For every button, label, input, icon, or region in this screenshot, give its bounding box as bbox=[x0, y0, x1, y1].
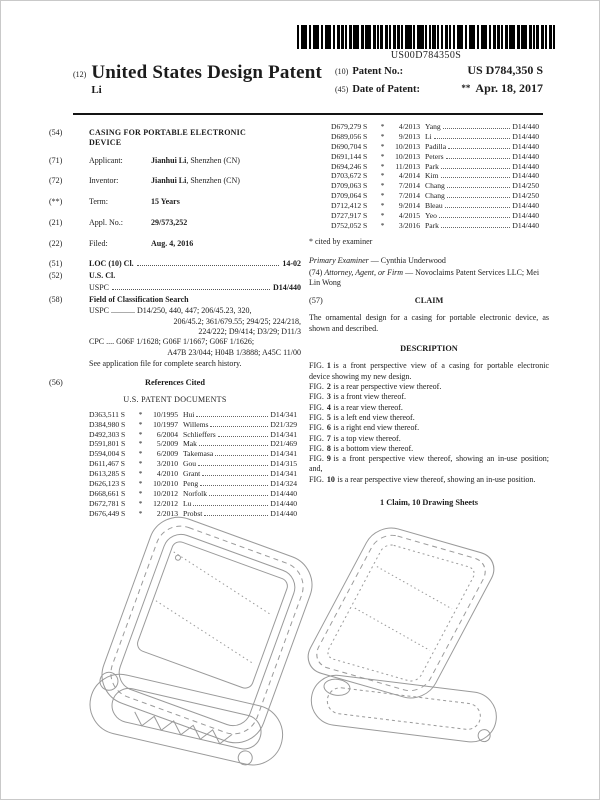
fig-label: FIG. bbox=[309, 381, 324, 391]
date-inid: (45) bbox=[335, 85, 349, 94]
uscl-label: U.S. Cl. bbox=[89, 271, 116, 280]
reference-date: 10/2013 bbox=[395, 141, 420, 151]
uspc-value: D14/440 bbox=[273, 282, 301, 292]
dot-leader bbox=[210, 426, 268, 427]
patent-reference-row bbox=[89, 431, 297, 440]
reference-inventor: Park bbox=[425, 220, 439, 230]
loc-inid: (51) bbox=[49, 259, 63, 269]
fig-text: is a front view thereof. bbox=[333, 392, 407, 402]
patent-reference-row bbox=[331, 192, 539, 201]
patent-reference-row bbox=[89, 421, 297, 430]
patent-reference-row bbox=[331, 182, 539, 191]
figure-descriptions bbox=[309, 361, 549, 485]
reference-number: D668,661 S bbox=[89, 488, 126, 498]
reference-class: D14/341 bbox=[270, 449, 297, 459]
fig-label: FIG. bbox=[309, 454, 324, 464]
fig-text: is a top view thereof. bbox=[333, 433, 401, 443]
fig-label: FIG. bbox=[309, 443, 324, 453]
term-extension-stars: ** bbox=[461, 83, 471, 93]
patent-reference-row bbox=[89, 480, 297, 489]
dot-leader bbox=[199, 445, 269, 446]
bib-field-row bbox=[49, 197, 301, 207]
fig-text: is a bottom view thereof. bbox=[333, 443, 414, 453]
reference-date: 6/2009 bbox=[156, 449, 178, 459]
field-inid: (22) bbox=[49, 238, 63, 248]
cited-by-examiner-note: * cited by examiner bbox=[309, 237, 373, 247]
reference-number: D384,980 S bbox=[89, 419, 126, 429]
examiner-cited-star: * bbox=[138, 419, 143, 429]
fig-text: is a front perspective view thereof, showing an in-use position; and, bbox=[309, 454, 549, 474]
figure-description-line bbox=[309, 392, 549, 402]
header-rule bbox=[73, 113, 543, 115]
fig-number: 5 bbox=[326, 412, 331, 422]
claims-sheets-note: 1 Claim, 10 Drawing Sheets bbox=[380, 498, 478, 508]
patent-reference-row bbox=[89, 450, 297, 459]
reference-class: D14/250 bbox=[512, 191, 539, 201]
dot-leader bbox=[447, 187, 511, 188]
bib-field-row bbox=[49, 239, 301, 249]
loc-label: LOC (10) Cl. bbox=[89, 259, 134, 269]
loc-value: 14-02 bbox=[282, 259, 301, 269]
reference-class: D21/329 bbox=[270, 419, 297, 429]
reference-number: D672,781 S bbox=[89, 498, 126, 508]
document-title: United States Design Patent bbox=[91, 62, 323, 83]
date-of-patent-value: Apr. 18, 2017 bbox=[475, 81, 543, 95]
examiner-cited-star: * bbox=[380, 191, 385, 201]
reference-number: D594,004 S bbox=[89, 449, 126, 459]
field-label: Applicant: bbox=[89, 155, 123, 165]
examiner-cited-star: * bbox=[380, 181, 385, 191]
examiner-cited-star: * bbox=[380, 171, 385, 181]
reference-inventor: Yang bbox=[425, 122, 441, 131]
dot-leader bbox=[218, 436, 269, 437]
reference-date: 5/2009 bbox=[156, 439, 178, 449]
field-of-search-row bbox=[49, 295, 301, 305]
reference-class: D21/469 bbox=[270, 439, 297, 449]
reference-number: D626,123 S bbox=[89, 479, 126, 489]
dot-leader bbox=[447, 197, 511, 198]
patent-reference-row bbox=[89, 460, 297, 469]
examiner-cited-star: * bbox=[380, 201, 385, 211]
dot-leader bbox=[446, 158, 511, 159]
patent-reference-row bbox=[331, 222, 539, 231]
reference-number: D691,144 S bbox=[331, 151, 368, 161]
reference-number: D613,285 S bbox=[89, 469, 126, 479]
reference-inventor: Kim bbox=[425, 171, 439, 181]
fig-text: is a rear view thereof. bbox=[333, 402, 403, 412]
reference-number: D709,064 S bbox=[331, 191, 368, 201]
reference-class: D14/250 bbox=[512, 181, 539, 191]
dot-leader bbox=[445, 207, 511, 208]
reference-class: D14/341 bbox=[270, 469, 297, 479]
reference-date: 9/2014 bbox=[398, 201, 420, 211]
reference-inventor: Li bbox=[425, 131, 432, 141]
field-inid: (71) bbox=[49, 155, 63, 165]
reference-class: D14/324 bbox=[270, 479, 297, 489]
patent-reference-row bbox=[89, 440, 297, 449]
reference-class: D14/341 bbox=[270, 429, 297, 439]
reference-inventor: Grant bbox=[183, 469, 201, 479]
right-column bbox=[309, 123, 549, 508]
reference-inventor: Probst bbox=[183, 508, 203, 518]
dot-leader bbox=[443, 128, 511, 129]
masthead bbox=[73, 63, 543, 99]
examiner-cited-star: * bbox=[380, 211, 385, 221]
fig-number: 3 bbox=[326, 392, 331, 402]
inventor-surname: Li bbox=[91, 84, 102, 96]
fig-label: FIG. bbox=[309, 412, 324, 422]
reference-inventor: Padilla bbox=[425, 141, 447, 151]
fig-text: is a rear perspective view thereof. bbox=[333, 381, 442, 391]
claim-heading: (57) CLAIM bbox=[309, 296, 444, 306]
patent-reference-row bbox=[89, 411, 297, 420]
reference-class: D14/440 bbox=[512, 151, 539, 161]
patent-reference-row bbox=[331, 202, 539, 211]
field-label: Term: bbox=[89, 197, 108, 206]
field-label: Inventor: bbox=[89, 176, 119, 186]
reference-class: D14/440 bbox=[512, 141, 539, 151]
figure-description-line bbox=[309, 382, 549, 392]
search-history-note: See application file for complete search history. bbox=[89, 359, 242, 369]
examiner-cited-star: * bbox=[138, 508, 143, 518]
field-value: Jianhui Li, Shenzhen (CN) bbox=[151, 155, 240, 165]
figure-description-line bbox=[309, 454, 549, 475]
dot-leader bbox=[209, 495, 268, 496]
uspc-search-line: 206/45.2; 361/679.55; 294/25; 224/218, bbox=[173, 316, 301, 326]
fig-text: is a left end view thereof. bbox=[333, 412, 415, 422]
reference-number: D712,412 S bbox=[331, 201, 368, 211]
us-cl-row bbox=[49, 271, 301, 281]
reference-number: D694,246 S bbox=[331, 161, 368, 171]
examiner-cited-star: * bbox=[138, 479, 143, 489]
reference-class: D14/440 bbox=[512, 171, 539, 181]
figure-description-line bbox=[309, 361, 549, 382]
cpc-search-lines bbox=[89, 337, 301, 358]
title-inid: (54) bbox=[49, 128, 63, 137]
dot-leader bbox=[200, 485, 268, 486]
uspc-search-line: 224/222; D9/414; D3/29; D11/3 bbox=[198, 327, 301, 337]
examiner-cited-star: * bbox=[138, 469, 143, 479]
examiner-cited-star: * bbox=[138, 488, 143, 498]
reference-inventor: Norfolk bbox=[183, 488, 208, 498]
reference-number: D676,449 S bbox=[89, 508, 126, 518]
reference-class: D14/440 bbox=[270, 498, 297, 508]
reference-inventor: Gou bbox=[183, 459, 197, 469]
field-inid: (72) bbox=[49, 176, 63, 186]
bib-field-row bbox=[49, 176, 301, 186]
reference-class: D14/440 bbox=[512, 122, 539, 131]
reference-class: D14/315 bbox=[270, 459, 297, 469]
reference-date: 11/2013 bbox=[395, 161, 420, 171]
reference-number: D703,672 S bbox=[331, 171, 368, 181]
dot-leader bbox=[441, 177, 511, 178]
barcode-block bbox=[297, 25, 555, 61]
reference-inventor: Chang bbox=[425, 191, 445, 201]
reference-class: D14/440 bbox=[512, 220, 539, 230]
uspc-search-lines bbox=[89, 306, 301, 337]
fig-label: FIG. bbox=[309, 392, 324, 402]
references-cited-heading: (56) References Cited bbox=[49, 377, 205, 387]
examiner-cited-star: * bbox=[380, 151, 385, 161]
reference-inventor: Peng bbox=[183, 479, 199, 489]
reference-number: D727,917 S bbox=[331, 211, 368, 221]
reference-date: 10/2013 bbox=[395, 151, 420, 161]
reference-inventor: Takemasa bbox=[183, 449, 214, 459]
figure-description-line bbox=[309, 403, 549, 413]
reference-class: D14/440 bbox=[512, 131, 539, 141]
reference-number: D689,056 S bbox=[331, 131, 368, 141]
patent-reference-row bbox=[331, 133, 539, 142]
fig-number: 9 bbox=[326, 454, 331, 464]
reference-inventor: Hui bbox=[183, 409, 195, 419]
examiner-cited-star: * bbox=[138, 498, 143, 508]
date-of-patent-label: Date of Patent: bbox=[352, 84, 420, 95]
uspc-value-row bbox=[89, 283, 301, 293]
reference-date: 3/2010 bbox=[156, 459, 178, 469]
fig-number: 7 bbox=[326, 433, 331, 443]
reference-date: 6/2004 bbox=[156, 429, 178, 439]
dot-leader bbox=[441, 168, 511, 169]
figure-description-line bbox=[309, 434, 549, 444]
front-perspective-drawing bbox=[87, 505, 322, 800]
date-of-patent-row bbox=[335, 81, 543, 96]
reference-number: D492,303 S bbox=[89, 429, 126, 439]
barcode-label: US00D784350S bbox=[390, 50, 462, 61]
reference-inventor: Willems bbox=[183, 419, 209, 429]
patent-reference-row bbox=[331, 153, 539, 162]
barcode bbox=[297, 25, 555, 49]
reference-date: 12/2012 bbox=[153, 498, 178, 508]
drawing-sheet bbox=[1, 503, 600, 800]
attorney-line: (74) Attorney, Agent, or Firm — Novoclaims Patent Services LLC; Mei Lin Wong bbox=[309, 267, 540, 287]
examiner-cited-star: * bbox=[380, 131, 385, 141]
field-value: 29/573,252 bbox=[151, 217, 188, 227]
rear-perspective-drawing bbox=[299, 511, 509, 761]
field-of-search-inid: (58) bbox=[49, 294, 63, 304]
field-inid: (21) bbox=[49, 217, 63, 227]
left-column bbox=[49, 128, 301, 520]
reference-class: D14/440 bbox=[512, 201, 539, 211]
reference-date: 7/2014 bbox=[398, 191, 420, 201]
examiner-cited-star: * bbox=[138, 459, 143, 469]
uscl-inid: (52) bbox=[49, 271, 63, 280]
reference-date: 10/1995 bbox=[153, 409, 178, 419]
cpc-search-line: CPC .... G06F 1/1628; G06F 1/1667; G06F 1/1626; bbox=[89, 337, 255, 347]
field-of-search-label: Field of Classification Search bbox=[89, 294, 189, 304]
examiner-attorney-block bbox=[309, 256, 549, 288]
reference-date: 10/2012 bbox=[153, 488, 178, 498]
examiner-cited-star: * bbox=[138, 409, 143, 419]
fig-text: is a front perspective view of a casing for portable electronic device showing my new design. bbox=[309, 361, 549, 381]
dot-leader bbox=[441, 227, 511, 228]
reference-class: D14/440 bbox=[512, 161, 539, 171]
reference-date: 4/2013 bbox=[398, 122, 420, 131]
reference-class: D14/341 bbox=[270, 409, 297, 419]
reference-date: 3/2016 bbox=[398, 220, 420, 230]
reference-class: D14/440 bbox=[270, 508, 297, 518]
reference-number: D690,704 S bbox=[331, 141, 368, 151]
reference-date: 10/1997 bbox=[153, 419, 178, 429]
invention-title: CASING FOR PORTABLE ELECTRONIC DEVICE bbox=[89, 128, 246, 147]
fig-label: FIG. bbox=[309, 433, 324, 443]
field-value: Aug. 4, 2016 bbox=[151, 238, 194, 248]
dot-leader bbox=[434, 138, 511, 139]
reference-class: D14/440 bbox=[512, 211, 539, 221]
reference-date: 7/2014 bbox=[398, 181, 420, 191]
examiner-cited-star: * bbox=[138, 449, 143, 459]
bib-field-row bbox=[49, 156, 301, 166]
claim-text: The ornamental design for a casing for portable electronic device, as shown and described. bbox=[309, 313, 549, 333]
field-value: Jianhui Li, Shenzhen (CN) bbox=[151, 176, 240, 186]
uspc-label: USPC bbox=[89, 282, 110, 292]
field-label: Filed: bbox=[89, 238, 108, 248]
dot-leader bbox=[448, 148, 510, 149]
examiner-cited-star: * bbox=[380, 220, 385, 230]
figure-description-line bbox=[309, 413, 549, 423]
loc-classification-row bbox=[49, 259, 301, 269]
fig-text: is a right end view thereof. bbox=[333, 423, 420, 433]
dot-leader bbox=[196, 416, 268, 417]
doc-kind-number: (12) bbox=[73, 70, 87, 79]
reference-inventor: Chang bbox=[425, 181, 445, 191]
dot-leader bbox=[198, 465, 268, 466]
patent-reference-row bbox=[331, 172, 539, 181]
patent-number-inid: (10) bbox=[335, 67, 349, 76]
bibliographic-fields bbox=[49, 156, 301, 249]
bib-field-row bbox=[49, 218, 301, 228]
us-patent-documents-heading: U.S. PATENT DOCUMENTS bbox=[123, 395, 227, 405]
uspc-search-line: USPC ............ D14/250, 440, 447; 206/45.23, 320, bbox=[89, 306, 252, 316]
claim-inid: (57) bbox=[309, 296, 323, 306]
reference-date: 2/2013 bbox=[156, 508, 178, 518]
patent-reference-row bbox=[89, 490, 297, 499]
examiner-cited-star: * bbox=[138, 439, 143, 449]
dot-leader bbox=[137, 265, 280, 266]
fig-label: FIG. bbox=[309, 361, 324, 371]
fig-number: 1 bbox=[326, 361, 331, 371]
reference-inventor: Park bbox=[425, 161, 439, 171]
fig-number: 10 bbox=[326, 474, 335, 484]
description-heading: DESCRIPTION bbox=[400, 344, 458, 354]
references-inid: (56) bbox=[49, 377, 63, 387]
field-inid: (**) bbox=[49, 197, 63, 206]
invention-title-row bbox=[49, 128, 301, 148]
field-label: Appl. No.: bbox=[89, 217, 123, 227]
reference-number: D611,467 S bbox=[89, 459, 126, 469]
fig-label: FIG. bbox=[309, 474, 324, 484]
fig-number: 6 bbox=[326, 423, 331, 433]
dot-leader bbox=[202, 475, 268, 476]
reference-date: 4/2015 bbox=[398, 211, 420, 221]
figure-description-line bbox=[309, 475, 549, 485]
reference-date: 10/2010 bbox=[153, 479, 178, 489]
patent-number-row bbox=[335, 63, 543, 78]
reference-date: 9/2013 bbox=[398, 131, 420, 141]
patent-number-value: US D784,350 S bbox=[467, 63, 543, 77]
fig-text: is a rear perspective view thereof, showing an in-use position. bbox=[337, 474, 536, 484]
reference-inventor: Peters bbox=[425, 151, 444, 161]
reference-inventor: Mak bbox=[183, 439, 197, 449]
reference-date: 4/2014 bbox=[398, 171, 420, 181]
cpc-search-line: A47B 23/044; H04B 1/3888; A45C 11/00 bbox=[167, 347, 301, 357]
field-value: 15 Years bbox=[151, 197, 180, 206]
reference-number: D591,801 S bbox=[89, 439, 126, 449]
masthead-left bbox=[73, 63, 322, 99]
reference-date: 4/2010 bbox=[156, 469, 178, 479]
fig-number: 2 bbox=[326, 381, 331, 391]
masthead-right bbox=[335, 63, 543, 99]
reference-number: D679,279 S bbox=[331, 122, 368, 131]
figure-description-line bbox=[309, 423, 549, 433]
examiner-cited-star: * bbox=[380, 161, 385, 171]
reference-number: D752,052 S bbox=[331, 220, 368, 230]
reference-inventor: Schlieffers bbox=[183, 429, 216, 439]
reference-inventor: Lu bbox=[183, 498, 192, 508]
fig-number: 8 bbox=[326, 443, 331, 453]
references-table-right bbox=[331, 123, 539, 230]
fig-number: 4 bbox=[326, 402, 331, 412]
patent-reference-row bbox=[331, 123, 539, 132]
dot-leader bbox=[439, 217, 511, 218]
reference-number: D363,511 S bbox=[89, 409, 126, 419]
figure-description-line bbox=[309, 444, 549, 454]
fig-label: FIG. bbox=[309, 402, 324, 412]
reference-number: D709,063 S bbox=[331, 181, 368, 191]
patent-reference-row bbox=[331, 143, 539, 152]
reference-class: D14/440 bbox=[270, 488, 297, 498]
patent-number-label: Patent No.: bbox=[352, 66, 404, 77]
reference-inventor: Yeo bbox=[425, 211, 437, 221]
patent-reference-row bbox=[331, 163, 539, 172]
dot-leader bbox=[215, 455, 268, 456]
examiner-cited-star: * bbox=[380, 141, 385, 151]
patent-reference-row bbox=[331, 212, 539, 221]
dot-leader bbox=[112, 289, 270, 290]
fig-label: FIG. bbox=[309, 423, 324, 433]
examiner-cited-star: * bbox=[138, 429, 143, 439]
primary-examiner-line: Primary Examiner — Cynthia Underwood bbox=[309, 256, 446, 266]
patent-reference-row bbox=[89, 470, 297, 479]
reference-inventor: Bleau bbox=[425, 201, 443, 211]
examiner-cited-star: * bbox=[380, 122, 385, 131]
